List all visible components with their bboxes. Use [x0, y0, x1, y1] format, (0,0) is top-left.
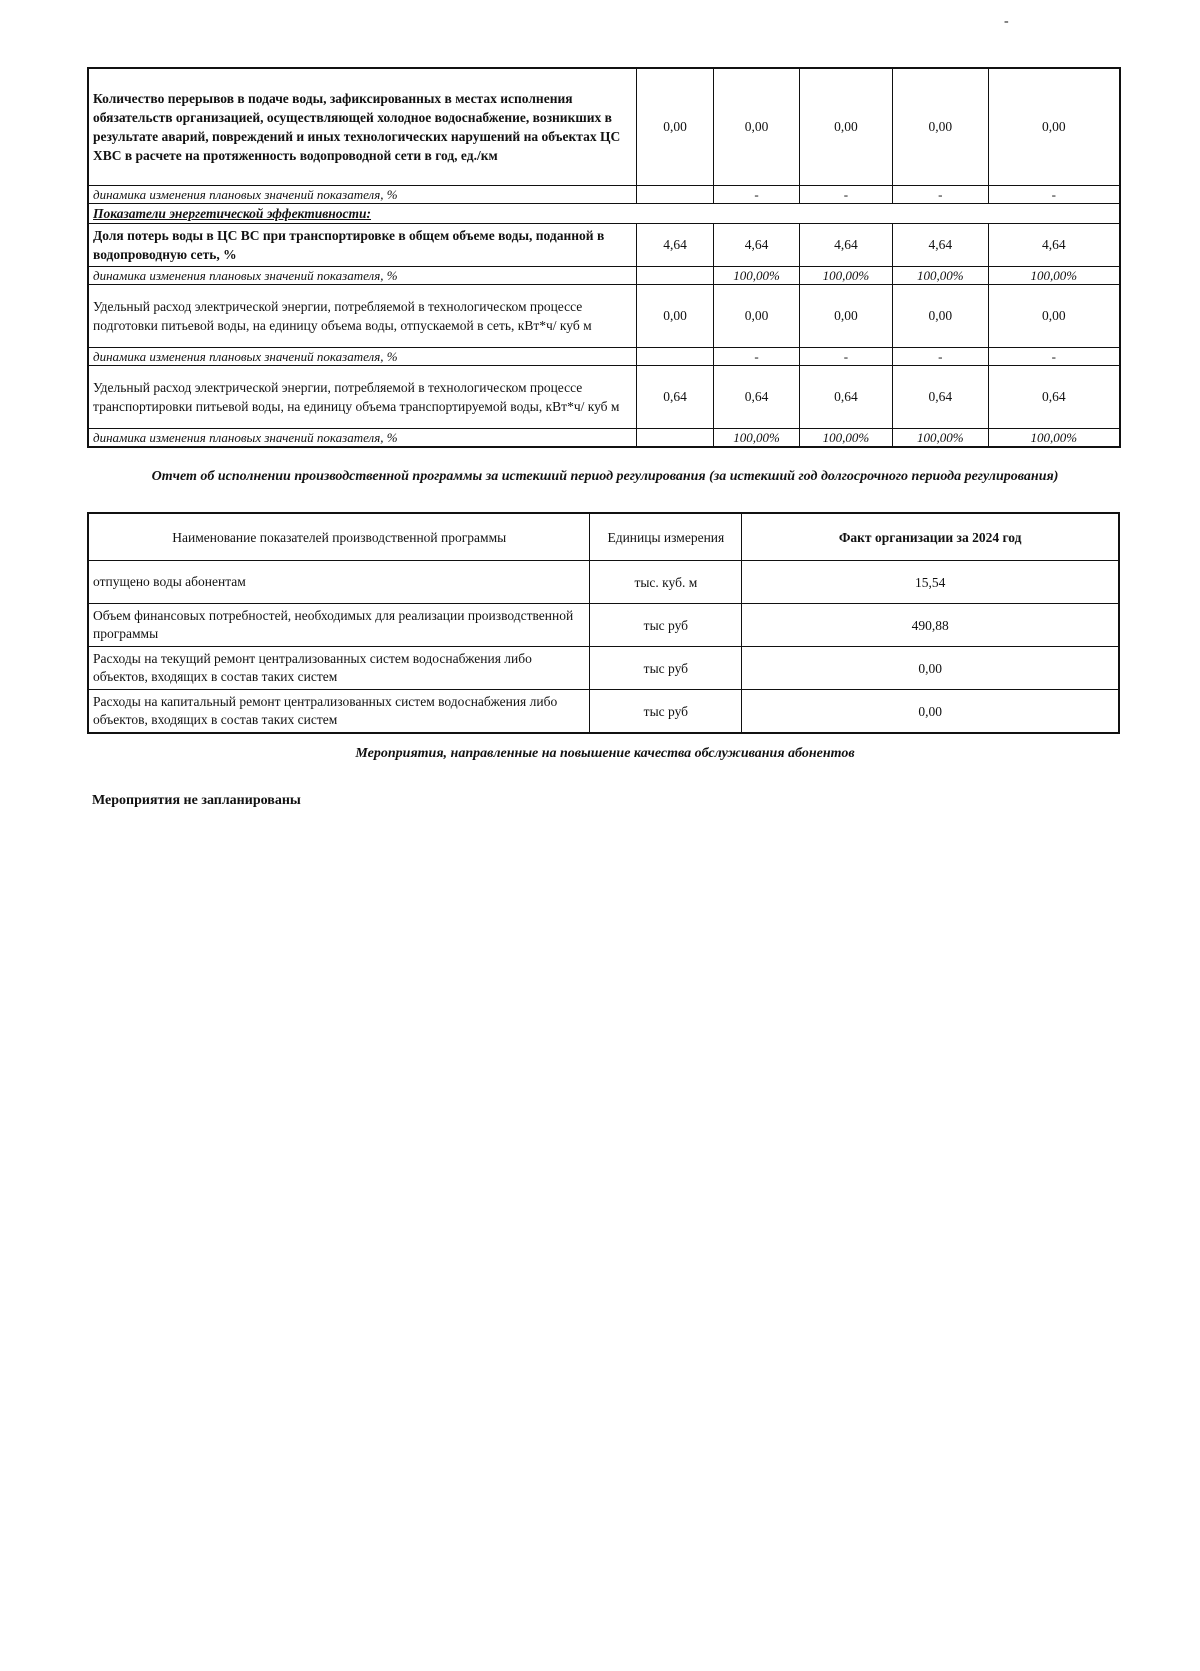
dynamics-label: динамика изменения плановых значений показателя, %: [88, 347, 637, 365]
indicator-value: 0,00: [988, 284, 1120, 347]
indicator-value: -: [988, 347, 1120, 365]
indicator-value: 0,00: [988, 68, 1120, 185]
indicator-value: 4,64: [988, 223, 1120, 266]
fact-cell: 15,54: [742, 561, 1119, 604]
indicators-table: [87, 67, 1121, 448]
page-mark: -: [1004, 14, 1009, 29]
indicator-value: 0,00: [892, 68, 988, 185]
indicator-value: 0,64: [637, 365, 714, 428]
table-row: [88, 284, 1120, 347]
indicator-value: 0,64: [892, 365, 988, 428]
indicator-value: 100,00%: [892, 428, 988, 447]
indicator-value: 0,00: [799, 68, 892, 185]
indicator-value: [637, 185, 714, 203]
table-row: [88, 185, 1120, 203]
indicator-value: -: [799, 185, 892, 203]
table-row: [88, 604, 1119, 647]
indicator-value: 100,00%: [714, 266, 800, 284]
fact-cell: 0,00: [742, 690, 1119, 734]
indicator-value: [637, 266, 714, 284]
indicator-value: 0,00: [637, 284, 714, 347]
indicator-value: -: [714, 185, 800, 203]
table-row: [88, 428, 1120, 447]
indicator-label: Доля потерь воды в ЦС ВС при транспортировке в общем объеме воды, поданной в водопроводную сеть, %: [88, 223, 637, 266]
indicator-value: 4,64: [892, 223, 988, 266]
indicator-value: 0,00: [892, 284, 988, 347]
report-title: Отчет об исполнении производственной программы за истекший период регулирования (за истекший год долгосрочного периода регулирования): [151, 469, 1059, 484]
indicator-value: 0,00: [714, 68, 800, 185]
indicator-name: Расходы на капитальный ремонт централизованных систем водоснабжения либо объектов, входящих в состав таких систем: [88, 690, 590, 734]
unit-cell: тыс. куб. м: [590, 561, 742, 604]
indicator-value: 0,00: [714, 284, 800, 347]
indicator-value: 100,00%: [892, 266, 988, 284]
table-row: [88, 203, 1120, 223]
indicator-value: 4,64: [637, 223, 714, 266]
unit-cell: тыс руб: [590, 690, 742, 734]
table-row: [88, 347, 1120, 365]
indicator-value: 0,64: [799, 365, 892, 428]
indicator-value: 4,64: [714, 223, 800, 266]
column-header-unit: Единицы измерения: [590, 513, 742, 561]
indicator-value: 4,64: [799, 223, 892, 266]
measures-title: Мероприятия, направленные на повышение качества обслуживания абонентов: [355, 746, 855, 761]
indicator-value: -: [892, 347, 988, 365]
indicator-value: 100,00%: [714, 428, 800, 447]
indicator-name: Расходы на текущий ремонт централизованных систем водоснабжения либо объектов, входящих в состав таких систем: [88, 647, 590, 690]
indicator-name: Объем финансовых потребностей, необходимых для реализации производственной программы: [88, 604, 590, 647]
table-header-row: [88, 513, 1119, 561]
production-program-table: [87, 512, 1120, 734]
table-row: [88, 68, 1120, 185]
column-header-fact: Факт организации за 2024 год: [742, 513, 1119, 561]
table-row: [88, 266, 1120, 284]
indicator-value: [637, 347, 714, 365]
table-row: [88, 647, 1119, 690]
indicator-value: -: [988, 185, 1120, 203]
indicator-value: 0,00: [799, 284, 892, 347]
indicator-value: -: [892, 185, 988, 203]
indicator-value: 100,00%: [988, 266, 1120, 284]
section-heading: Показатели энергетической эффективности:: [88, 203, 1120, 223]
indicator-label: Количество перерывов в подаче воды, зафиксированных в местах исполнения обязательств организацией, осуществляющей холодное водоснабжение, возникших в результате аварий, повреждений и иных технологических нарушений на объектах ЦС ХВС в расчете на протяженность водопроводной сети в год, ед./км: [88, 68, 637, 185]
dynamics-label: динамика изменения плановых значений показателя, %: [88, 266, 637, 284]
unit-cell: тыс руб: [590, 604, 742, 647]
indicator-value: 100,00%: [799, 428, 892, 447]
indicator-value: -: [799, 347, 892, 365]
indicator-label: Удельный расход электрической энергии, потребляемой в технологическом процессе транспортировки питьевой воды, на единицу объема транспортируемой воды, кВт*ч/ куб м: [88, 365, 637, 428]
dynamics-label: динамика изменения плановых значений показателя, %: [88, 428, 637, 447]
indicator-name: отпущено воды абонентам: [88, 561, 590, 604]
table-row: [88, 690, 1119, 734]
indicator-value: [637, 428, 714, 447]
table-row: [88, 223, 1120, 266]
indicator-value: 0,64: [714, 365, 800, 428]
fact-cell: 490,88: [742, 604, 1119, 647]
indicator-value: 100,00%: [988, 428, 1120, 447]
table-row: [88, 561, 1119, 604]
dynamics-label: динамика изменения плановых значений показателя, %: [88, 185, 637, 203]
unit-cell: тыс руб: [590, 647, 742, 690]
indicator-value: -: [714, 347, 800, 365]
indicator-value: 100,00%: [799, 266, 892, 284]
indicator-value: 0,00: [637, 68, 714, 185]
no-measures-note: Мероприятия не запланированы: [92, 793, 301, 808]
table-row: [88, 365, 1120, 428]
column-header-name: Наименование показателей производственной программы: [88, 513, 590, 561]
indicator-value: 0,64: [988, 365, 1120, 428]
fact-cell: 0,00: [742, 647, 1119, 690]
indicator-label: Удельный расход электрической энергии, потребляемой в технологическом процессе подготовки питьевой воды, на единицу объема воды, отпускаемой в сеть, кВт*ч/ куб м: [88, 284, 637, 347]
